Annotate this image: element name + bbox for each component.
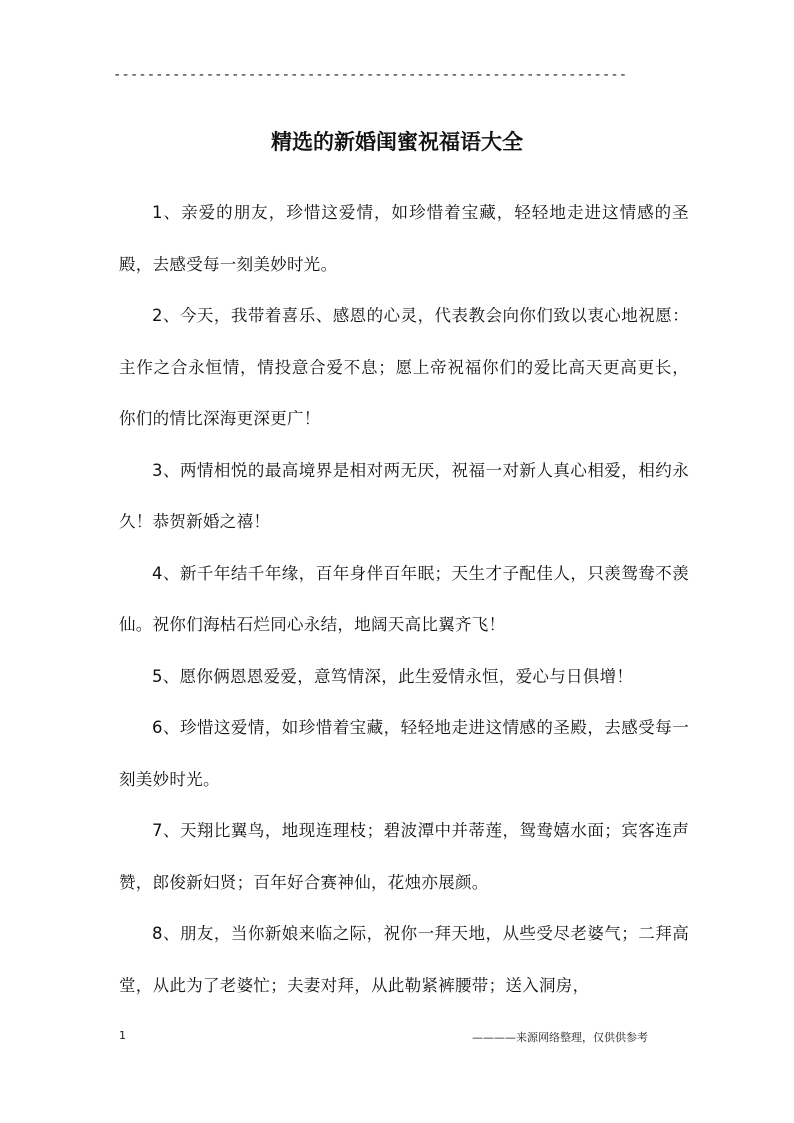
paragraph-6: 6、珍惜这爱情，如珍惜着宝藏，轻轻地走进这情感的圣殿，去感受每一刻美妙时光。 xyxy=(119,718,689,789)
document-title: 精选的新婚闺蜜祝福语大全 xyxy=(271,129,523,154)
footer-source-note: ————来源网络整理，仅供供参考 xyxy=(472,1031,648,1044)
paragraph-8: 8、朋友，当你新娘来临之际，祝你一拜天地，从些受尽老婆气；二拜高堂，从此为了老婆忙；夫妻对拜，从此勒紧裤腰带；送入洞房， xyxy=(119,924,689,995)
paragraph-4: 4、新千年结千年缘，百年身伴百年眠；天生才子配佳人，只羡鸳鸯不羡仙。祝你们海枯石烂同心永结，地阔天高比翼齐飞！ xyxy=(119,563,689,634)
footer-page-number: 1 xyxy=(119,1029,126,1042)
paragraph-3: 3、两情相悦的最高境界是相对两无厌，祝福一对新人真心相爱，相约永久！恭贺新婚之禧！ xyxy=(119,460,689,531)
paragraph-1: 1、亲爱的朋友，珍惜这爱情，如珍惜着宝藏，轻轻地走进这情感的圣殿，去感受每一刻美妙时光。 xyxy=(119,203,689,274)
paragraph-7: 7、天翔比翼鸟，地现连理枝；碧波潭中并蒂莲，鸳鸯嬉水面；宾客连声赞，郎俊新妇贤；百年好合赛神仙，花烛亦展颜。 xyxy=(119,821,689,892)
document-body xyxy=(119,187,689,1011)
paragraph-5: 5、愿你俩恩恩爱爱，意笃情深，此生爱情永恒，爱心与日俱增！ xyxy=(152,666,634,686)
paragraph-2: 2、今天，我带着喜乐、感恩的心灵，代表教会向你们致以衷心地祝愿：主作之合永恒情，情投意合爱不息；愿上帝祝福你们的爱比高天更高更长，你们的情比深海更深更广！ xyxy=(119,306,689,428)
header-dashed-rule: ------------------------------------------------------------- xyxy=(113,68,628,82)
